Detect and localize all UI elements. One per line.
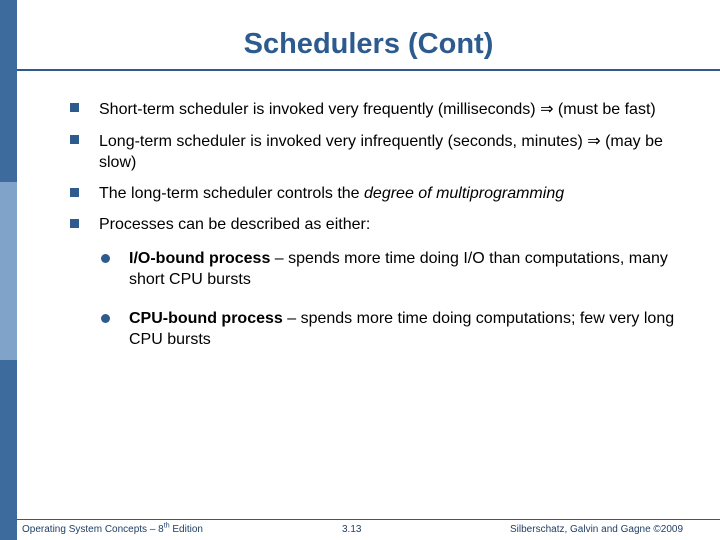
footer-page-number: 3.13 bbox=[342, 524, 362, 535]
bullet-item bbox=[70, 214, 700, 235]
bullet-text: Short-term scheduler is invoked very frequently (milliseconds) bbox=[99, 101, 541, 118]
footer-book-sup: th bbox=[163, 522, 170, 530]
footer-book-title bbox=[22, 523, 203, 537]
round-bullet-icon bbox=[101, 254, 110, 263]
bullet-text: (may be slow) bbox=[99, 133, 663, 171]
bullet-text: Long-term scheduler is invoked very infrequently (seconds, minutes) bbox=[99, 133, 588, 150]
sub-bullet-term: I/O-bound process bbox=[129, 250, 271, 267]
bullet-item bbox=[70, 183, 700, 204]
sub-bullet-text: – spends more time doing I/O than computations, many short CPU bursts bbox=[129, 250, 668, 288]
round-bullet-icon bbox=[101, 314, 110, 323]
implies-arrow: ⇒ bbox=[587, 131, 601, 150]
sidebar-decoration bbox=[0, 0, 17, 540]
bullet-item bbox=[70, 98, 700, 120]
footer-book-prefix: Operating System Concepts – 8 bbox=[22, 524, 164, 535]
sidebar-segment bbox=[0, 0, 17, 182]
sub-bullet-item bbox=[99, 248, 700, 290]
title-divider bbox=[17, 69, 720, 71]
square-bullet-icon bbox=[70, 219, 79, 228]
bullet-text: (must be fast) bbox=[553, 101, 656, 118]
slide-title: Schedulers (Cont) bbox=[243, 28, 494, 60]
square-bullet-icon bbox=[70, 103, 79, 112]
footer-copyright: Silberschatz, Galvin and Gagne ©2009 bbox=[510, 524, 684, 535]
square-bullet-icon bbox=[70, 188, 79, 197]
implies-arrow: ⇒ bbox=[540, 99, 554, 118]
sidebar-segment bbox=[0, 360, 17, 540]
footer-book-suffix: Edition bbox=[169, 524, 203, 535]
sidebar-segment bbox=[0, 182, 17, 360]
footer-divider bbox=[17, 519, 720, 520]
bullet-text: Processes can be described as either: bbox=[99, 216, 371, 233]
bullet-text: The long-term scheduler controls the bbox=[99, 185, 365, 202]
emphasis-text: degree of multiprogramming bbox=[364, 185, 565, 202]
sub-bullet-text: – spends more time doing computations; few very long CPU bursts bbox=[129, 310, 675, 348]
square-bullet-icon bbox=[70, 135, 79, 144]
slide-content bbox=[70, 98, 700, 368]
sub-bullet-term: CPU-bound process bbox=[129, 310, 283, 327]
bullet-item bbox=[70, 130, 700, 173]
sub-bullet-item bbox=[99, 308, 700, 350]
